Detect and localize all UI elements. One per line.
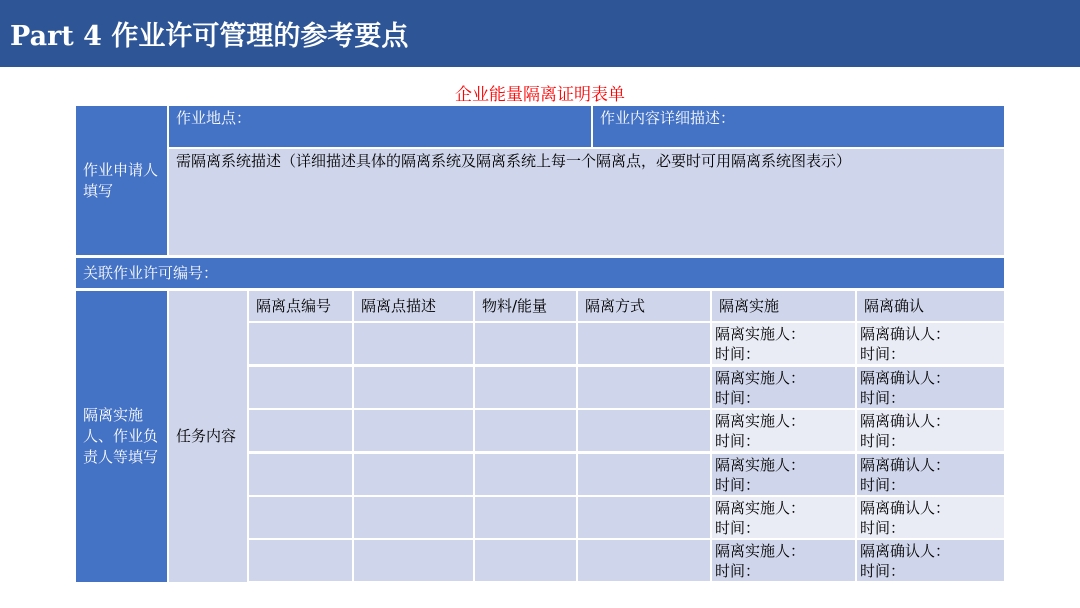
implementer-label: 隔离实施人：	[715, 411, 806, 430]
table-cell-isolation-implementation[interactable]	[712, 410, 855, 451]
isolation-section-label: 隔离实施人、作业负责人等填写	[76, 291, 167, 582]
implementer-label: 隔离实施人：	[715, 498, 806, 517]
confirmer-label: 隔离确认人：	[860, 411, 951, 430]
confirmer-label: 隔离确认人：	[860, 324, 951, 343]
table-cell-isolation-confirmation[interactable]	[857, 410, 1004, 451]
table-cell-point-number[interactable]	[249, 540, 352, 581]
table-cell-material-energy[interactable]	[475, 454, 576, 495]
slide-header	[0, 0, 1080, 67]
related-permit-number-field[interactable]: 关联作业许可编号：	[76, 258, 1004, 288]
table-cell-isolation-method[interactable]	[578, 367, 710, 408]
table-cell-isolation-implementation[interactable]	[712, 323, 855, 364]
column-header-material-energy: 物料/能量	[475, 291, 576, 321]
confirmer-label: 隔离确认人：	[860, 498, 951, 517]
table-cell-isolation-implementation[interactable]	[712, 367, 855, 408]
column-header-isolation-method: 隔离方式	[578, 291, 710, 321]
table-cell-isolation-implementation[interactable]	[712, 454, 855, 495]
implementer-label: 隔离实施人：	[715, 455, 806, 474]
column-header-isolation-confirmation: 隔离确认	[857, 291, 1004, 321]
table-cell-point-number[interactable]	[249, 367, 352, 408]
table-cell-point-description[interactable]	[354, 540, 473, 581]
column-header-isolation-implementation: 隔离实施	[712, 291, 855, 321]
table-cell-material-energy[interactable]	[475, 410, 576, 451]
table-cell-point-description[interactable]	[354, 497, 473, 538]
task-content-label: 任务内容	[169, 291, 247, 582]
isolation-description-field[interactable]: 需隔离系统描述（详细描述具体的隔离系统及隔离系统上每一个隔离点，必要时可用隔离系统图表示）	[169, 149, 1004, 255]
table-cell-point-description[interactable]	[354, 410, 473, 451]
time-label: 时间：	[860, 561, 906, 580]
slide-title: Part 4 作业许可管理的参考要点	[10, 21, 409, 52]
time-label: 时间：	[860, 475, 906, 494]
table-cell-isolation-confirmation[interactable]	[857, 497, 1004, 538]
table-cell-point-description[interactable]	[354, 367, 473, 408]
table-cell-isolation-method[interactable]	[578, 323, 710, 364]
time-label: 时间：	[860, 518, 906, 537]
table-cell-material-energy[interactable]	[475, 540, 576, 581]
table-cell-isolation-confirmation[interactable]	[857, 323, 1004, 364]
table-cell-point-number[interactable]	[249, 454, 352, 495]
column-header-point-description: 隔离点描述	[354, 291, 473, 321]
time-label: 时间：	[715, 388, 761, 407]
table-cell-point-number[interactable]	[249, 323, 352, 364]
time-label: 时间：	[860, 431, 906, 450]
table-cell-point-number[interactable]	[249, 410, 352, 451]
table-cell-material-energy[interactable]	[475, 323, 576, 364]
table-cell-material-energy[interactable]	[475, 497, 576, 538]
table-cell-point-description[interactable]	[354, 454, 473, 495]
time-label: 时间：	[715, 431, 761, 450]
work-location-field[interactable]: 作业地点：	[169, 106, 591, 147]
confirmer-label: 隔离确认人：	[860, 455, 951, 474]
implementer-label: 隔离实施人：	[715, 368, 806, 387]
form-title: 企业能量隔离证明表单	[455, 85, 625, 105]
table-cell-isolation-implementation[interactable]	[712, 497, 855, 538]
table-cell-isolation-confirmation[interactable]	[857, 454, 1004, 495]
table-cell-isolation-method[interactable]	[578, 410, 710, 451]
table-cell-material-energy[interactable]	[475, 367, 576, 408]
implementer-label: 隔离实施人：	[715, 324, 806, 343]
applicant-section-label: 作业申请人填写	[76, 106, 167, 255]
work-content-field[interactable]: 作业内容详细描述：	[593, 106, 1004, 147]
implementer-label: 隔离实施人：	[715, 541, 806, 560]
time-label: 时间：	[860, 344, 906, 363]
table-cell-isolation-confirmation[interactable]	[857, 540, 1004, 581]
table-cell-isolation-confirmation[interactable]	[857, 367, 1004, 408]
table-cell-isolation-method[interactable]	[578, 497, 710, 538]
column-header-point-number: 隔离点编号	[249, 291, 352, 321]
time-label: 时间：	[715, 518, 761, 537]
time-label: 时间：	[715, 344, 761, 363]
time-label: 时间：	[715, 561, 761, 580]
table-cell-point-number[interactable]	[249, 497, 352, 538]
table-cell-isolation-implementation[interactable]	[712, 540, 855, 581]
time-label: 时间：	[715, 475, 761, 494]
time-label: 时间：	[860, 388, 906, 407]
confirmer-label: 隔离确认人：	[860, 368, 951, 387]
table-cell-point-description[interactable]	[354, 323, 473, 364]
table-cell-isolation-method[interactable]	[578, 540, 710, 581]
confirmer-label: 隔离确认人：	[860, 541, 951, 560]
table-cell-isolation-method[interactable]	[578, 454, 710, 495]
